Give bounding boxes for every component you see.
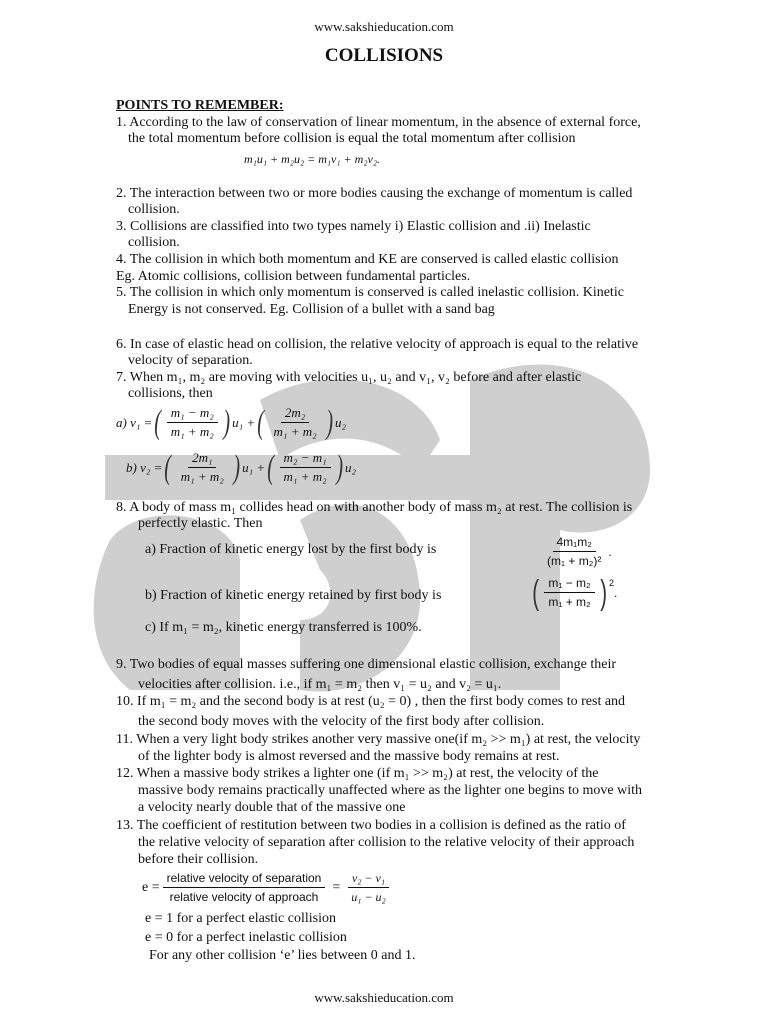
denominator: m₁ + m₂ bbox=[283, 469, 327, 484]
formula-v1: a) v₁ = ( $\frac{\text{m₁ − m₂}}{\text{m₁ + m₂}}$ ) u₁ + ( $\frac{\text{2m₂}}{\text{m₁ + m₂}}$ ) u₂ bbox=[116, 403, 346, 441]
denominator: m₁ + m₂ bbox=[170, 424, 214, 439]
point-12-cont2: a velocity nearly double that of the massive one bbox=[138, 800, 406, 815]
point-7: 7. When m₁, m₂ are moving with velocities u₁, u₂ and v₁, v₂ before and after elastic bbox=[116, 370, 582, 385]
point-3: 3. Collisions are classified into two types namely i) Elastic collision and .ii) Inelastic bbox=[116, 219, 591, 234]
point-10: 10. If m₁ = m₂ and the second body is at rest (u₂ = 0) , then the first body comes to rest and bbox=[116, 694, 626, 709]
point-5-cont: Energy is not conserved. Eg. Collision of a bullet with a sand bag bbox=[128, 302, 495, 317]
numerator: relative velocity of separation bbox=[163, 870, 326, 888]
denominator: u₁ − u₂ bbox=[351, 890, 386, 904]
numerator: m₂ − m₁ bbox=[280, 450, 331, 468]
point-8: 8. A body of mass m₁ collides head on with another body of mass m₂ at rest. The collision is bbox=[116, 500, 633, 515]
term: u₁ + bbox=[242, 459, 266, 475]
point-7-cont: collisions, then bbox=[128, 386, 213, 401]
denominator: (m₁ + m₂)² bbox=[547, 554, 602, 568]
point-4-example: Eg. Atomic collisions, collision between fundamental particles. bbox=[116, 269, 471, 284]
e-equals-1: e = 1 for a perfect elastic collision bbox=[145, 911, 336, 926]
momentum-formula: m₁u₁ + m₂u₂ = m₁v₁ + m₂v₂. bbox=[244, 152, 380, 166]
denominator: m₁ + m₂ bbox=[273, 424, 317, 439]
dot: . bbox=[608, 544, 612, 559]
term: u₂ bbox=[344, 459, 356, 475]
e-equals-0: e = 0 for a perfect inelastic collision bbox=[145, 930, 347, 945]
point-9: 9. Two bodies of equal masses suffering one dimensional elastic collision, exchange their bbox=[116, 657, 617, 672]
point-1: 1. According to the law of conservation of linear momentum, in the absence of external force, bbox=[116, 115, 641, 130]
point-3-cont: collision. bbox=[128, 235, 180, 250]
ke-lost-formula bbox=[540, 534, 612, 569]
numerator: m₁ − m₂ bbox=[167, 405, 218, 423]
point-13-cont: the relative velocity of separation after collision to the relative velocity of their approach bbox=[138, 835, 635, 850]
numerator: v₂ − v₁ bbox=[348, 870, 389, 888]
exponent: 2 bbox=[609, 578, 615, 588]
point-6: 6. In case of elastic head on collision, the relative velocity of approach is equal to the relative bbox=[116, 337, 639, 352]
term: u₁ + bbox=[232, 414, 256, 430]
point-12-cont: massive body remains practically unaffected where as the lighter one begins to move with bbox=[138, 783, 642, 798]
point-1-cont: the total momentum before collision is equal the total momentum after collision bbox=[128, 131, 576, 146]
point-13-cont2: before their collision. bbox=[138, 852, 259, 867]
point-2-cont: collision. bbox=[128, 202, 180, 217]
numerator: 2m₁ bbox=[188, 450, 216, 468]
numerator: m₁ − m₂ bbox=[544, 575, 594, 593]
section-heading: POINTS TO REMEMBER: bbox=[116, 98, 284, 113]
equals: = bbox=[332, 879, 341, 895]
formula-v1-label: a) v₁ = bbox=[116, 414, 153, 430]
point-11-cont: of the lighter body is almost reversed and the massive body remains at rest. bbox=[138, 749, 560, 764]
denominator: m₁ + m₂ bbox=[180, 469, 224, 484]
point-5: 5. The collision in which only momentum is conserved is called inelastic collision. Kinetic bbox=[116, 285, 624, 300]
term: u₂ bbox=[334, 414, 346, 430]
point-12: 12. When a massive body strikes a lighter one (if m₁ >> m₂) at rest, the velocity of the bbox=[116, 766, 599, 781]
point-8-c: c) If m₁ = m₂, kinetic energy transferred is 100%. bbox=[145, 620, 422, 635]
restitution-formula bbox=[142, 870, 393, 905]
denominator: m₁ + m₂ bbox=[548, 595, 591, 609]
point-11: 11. When a very light body strikes another very massive one(if m₂ >> m₁) at rest, the velocity bbox=[116, 732, 641, 747]
page-header-url: www.sakshieducation.com bbox=[314, 19, 454, 34]
point-2: 2. The interaction between two or more bodies causing the exchange of momentum is called bbox=[116, 186, 633, 201]
e-label: e = bbox=[142, 879, 160, 895]
dot: . bbox=[614, 585, 618, 600]
formula-v2: b) v₂ = ( $\frac{\text{2m₁}}{\text{m₁ + m₂}}$ ) u₁ + ( $\frac{\text{m₂ − m₁}}{\text{m₁ + m₂}}$ ) u₂ bbox=[126, 448, 356, 486]
formula-v2-label: b) v₂ = bbox=[126, 459, 163, 475]
numerator: 4m₁m₂ bbox=[553, 534, 596, 552]
point-6-cont: velocity of separation. bbox=[128, 353, 253, 368]
point-10-cont: the second body moves with the velocity of the first body after collision. bbox=[138, 714, 545, 729]
numerator: 2m₂ bbox=[281, 405, 309, 423]
point-8-b: b) Fraction of kinetic energy retained by first body is bbox=[145, 588, 442, 603]
ke-retained-formula: ( $\frac{\text{m₁ − m₂}}{\text{m₁ + m₂}}$ ) $^2$ . bbox=[532, 573, 618, 612]
page-title: COLLISIONS bbox=[324, 45, 444, 66]
denominator: relative velocity of approach bbox=[169, 890, 319, 904]
point-13: 13. The coefficient of restitution between two bodies in a collision is defined as the ratio of bbox=[116, 818, 626, 833]
point-9-cont: velocities after collision. i.e., if m₁ = m₂ then v₁ = u₂ and v₂ = u₁. bbox=[138, 677, 502, 692]
e-other: For any other collision ‘e’ lies between 0 and 1. bbox=[149, 948, 416, 963]
page-footer-url: www.sakshieducation.com bbox=[314, 990, 454, 1005]
point-8-cont: perfectly elastic. Then bbox=[138, 516, 263, 531]
point-4: 4. The collision in which both momentum and KE are conserved is called elastic collision bbox=[116, 252, 619, 267]
point-8-a: a) Fraction of kinetic energy lost by the first body is bbox=[145, 542, 437, 557]
